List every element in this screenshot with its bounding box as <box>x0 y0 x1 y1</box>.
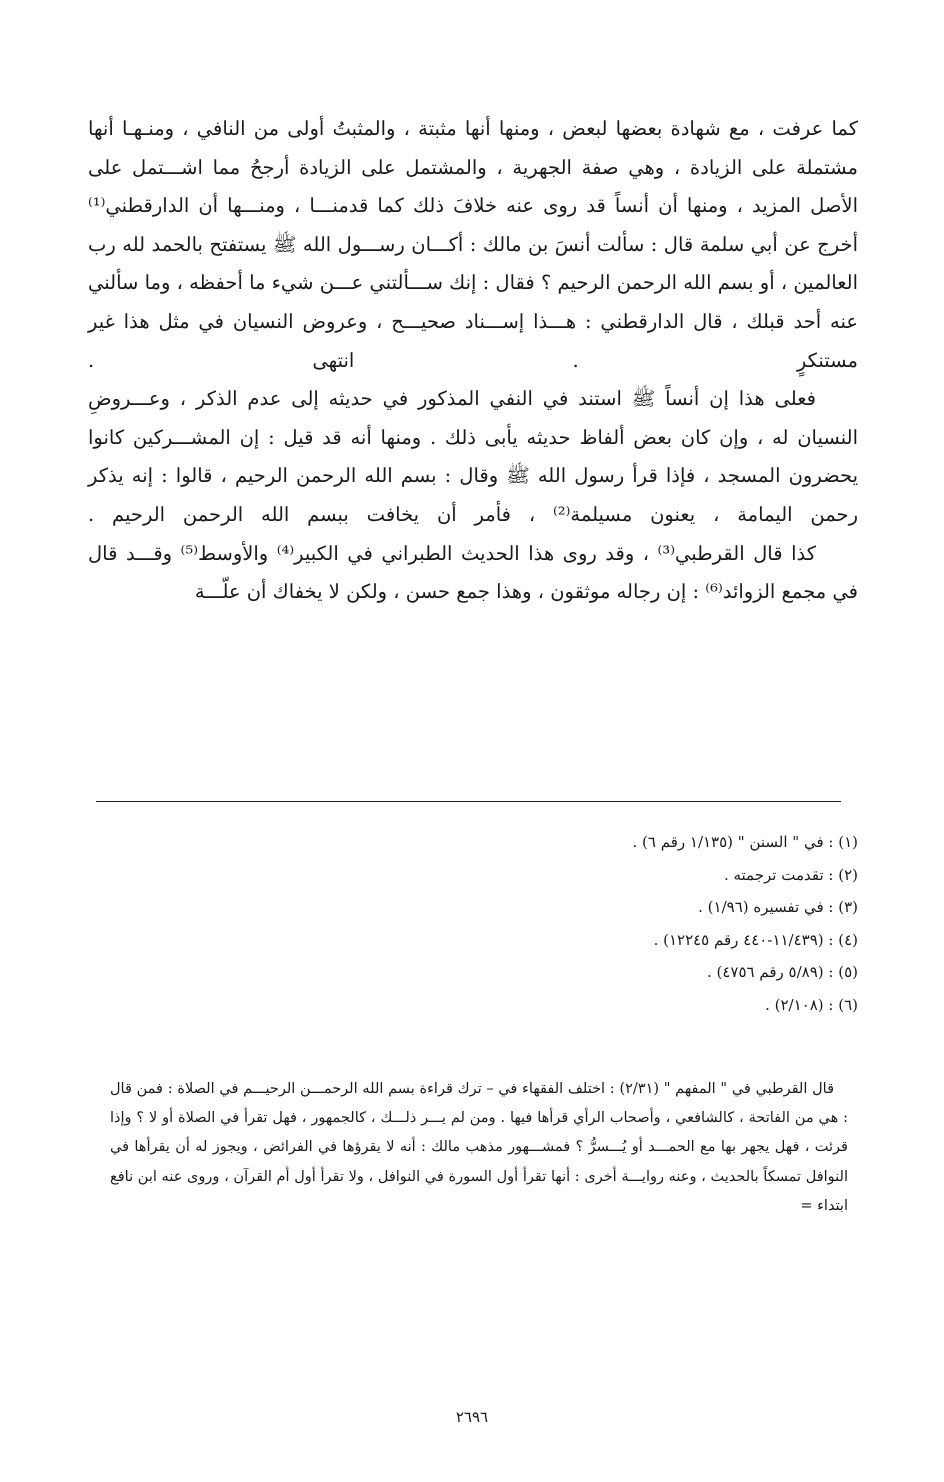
footnote-2: (٢) : تقدمت ترجمته . <box>723 865 858 884</box>
footnote-5: (٥) : (٥/٨٩ رقم ٤٧٥٦) . <box>706 963 858 981</box>
footnote-1: (١) : في " السنن " (١/١٣٥ رقم ٦) . <box>632 833 858 851</box>
footnote-3: (٣) : في تفسيره (١/٩٦) . <box>698 898 858 916</box>
main-text <box>88 110 858 612</box>
commentary-text: قال القرطبي في " المفهم " (٢/٣١) : اختلف الفقهاء في – ترك قراءة بسم الله الرحمـــن الرحيـــم في الصلاة : فمن قال : هي من الفاتحة ، كالشافعي ، وأصحاب الرأي قرأها فيها . ومن لم يـــر ذلـــك ، كالجمهور ، فهل تقرأ في الصلاة أو لا ؟ وإذا قرئت ، فهل يجهر بها مع الحمـــد أو يُـــسرُّ ؟ فمشـــهور مذهب مالك : أنه لا يقرؤها في الفرائض ، ويجوز له أن يقرأها في النوافل تمسكاً بالحديث ، وعنه روايـــة أخرى : أنها تقرأ أول السورة في النوافل ، ولا تقرأ أول أم القرآن ، وروى عنه ابن نافع ابتداء = <box>110 1081 848 1214</box>
paragraph-1: كما عرفت ، مع شهادة بعضها لبعض ، ومنها أنها مثبتة ، والمثبتُ أولى من النافي ، ومنـهـا أنها مشتملة على الزيادة ، وهي صفة الجهرية ، والمشتمل على الزيادة أرجحُ مما اشـــتمل على الأصل المزيد ، ومنها أن أنساً قد روى عنه خلافَ ذلك كما قدمنـــا ، ومنـــها أن الدارقطني⁽¹⁾ أخرج عن أبي سلمة قال : سألت أنسَ بن مالك : أكـــان رســـول الله ﷺ يستفتح بالحمد لله رب العالمين ، أو بسم الله الرحمن الرحيم ؟ فقال : إنك ســـألتني عـــن شيء ما أحفظه ، وما سألني عنه أحد قبلك ، قال الدارقطني : هـــذا إســـناد صحيـــح ، وعروض النسيان في مثل هذا غير مستنكرٍ . انتهى . <box>88 117 858 372</box>
footnotes <box>100 826 858 1021</box>
page-number: ٢٦٩٦ <box>455 1408 489 1426</box>
footnote-separator <box>96 801 841 802</box>
commentary-note <box>110 1075 848 1221</box>
paragraph-2: فعلى هذا إن أنساً ﷺ استند في النفي المذكور في حديثه إلى عدم الذكر ، وعـــروضِ النسيان له ، وإن كان بعض ألفاظ حديثه يأبى ذلك . ومنها أنه قد قيل : إن المشـــركين كانوا يحضرون المسجد ، فإذا قرأ رسول الله ﷺ وقال : بسم الله الرحمن الرحيم ، قالوا : إنه يذكر رحمن اليمامة ، يعنون مسيلمة⁽²⁾ ، فأمر أن يخافت ببسم الله الرحمن الرحيم . <box>88 387 858 526</box>
footnote-6: (٦) : (٢/١٠٨) . <box>765 995 858 1014</box>
footnote-4: (٤) : (١١/٤٣٩-٤٤٠ رقم ١٢٢٤٥) . <box>653 930 858 949</box>
paragraph-3: كذا قال القرطبي⁽³⁾ ، وقد روى هذا الحديث الطبراني في الكبير⁽⁴⁾ والأوسط⁽⁵⁾ وقـــد قال في مجمع الزوائد⁽⁶⁾ : إن رجاله موثقون ، وهذا جمع حسن ، ولكن لا يخفاك أن علّـــة <box>88 541 858 604</box>
